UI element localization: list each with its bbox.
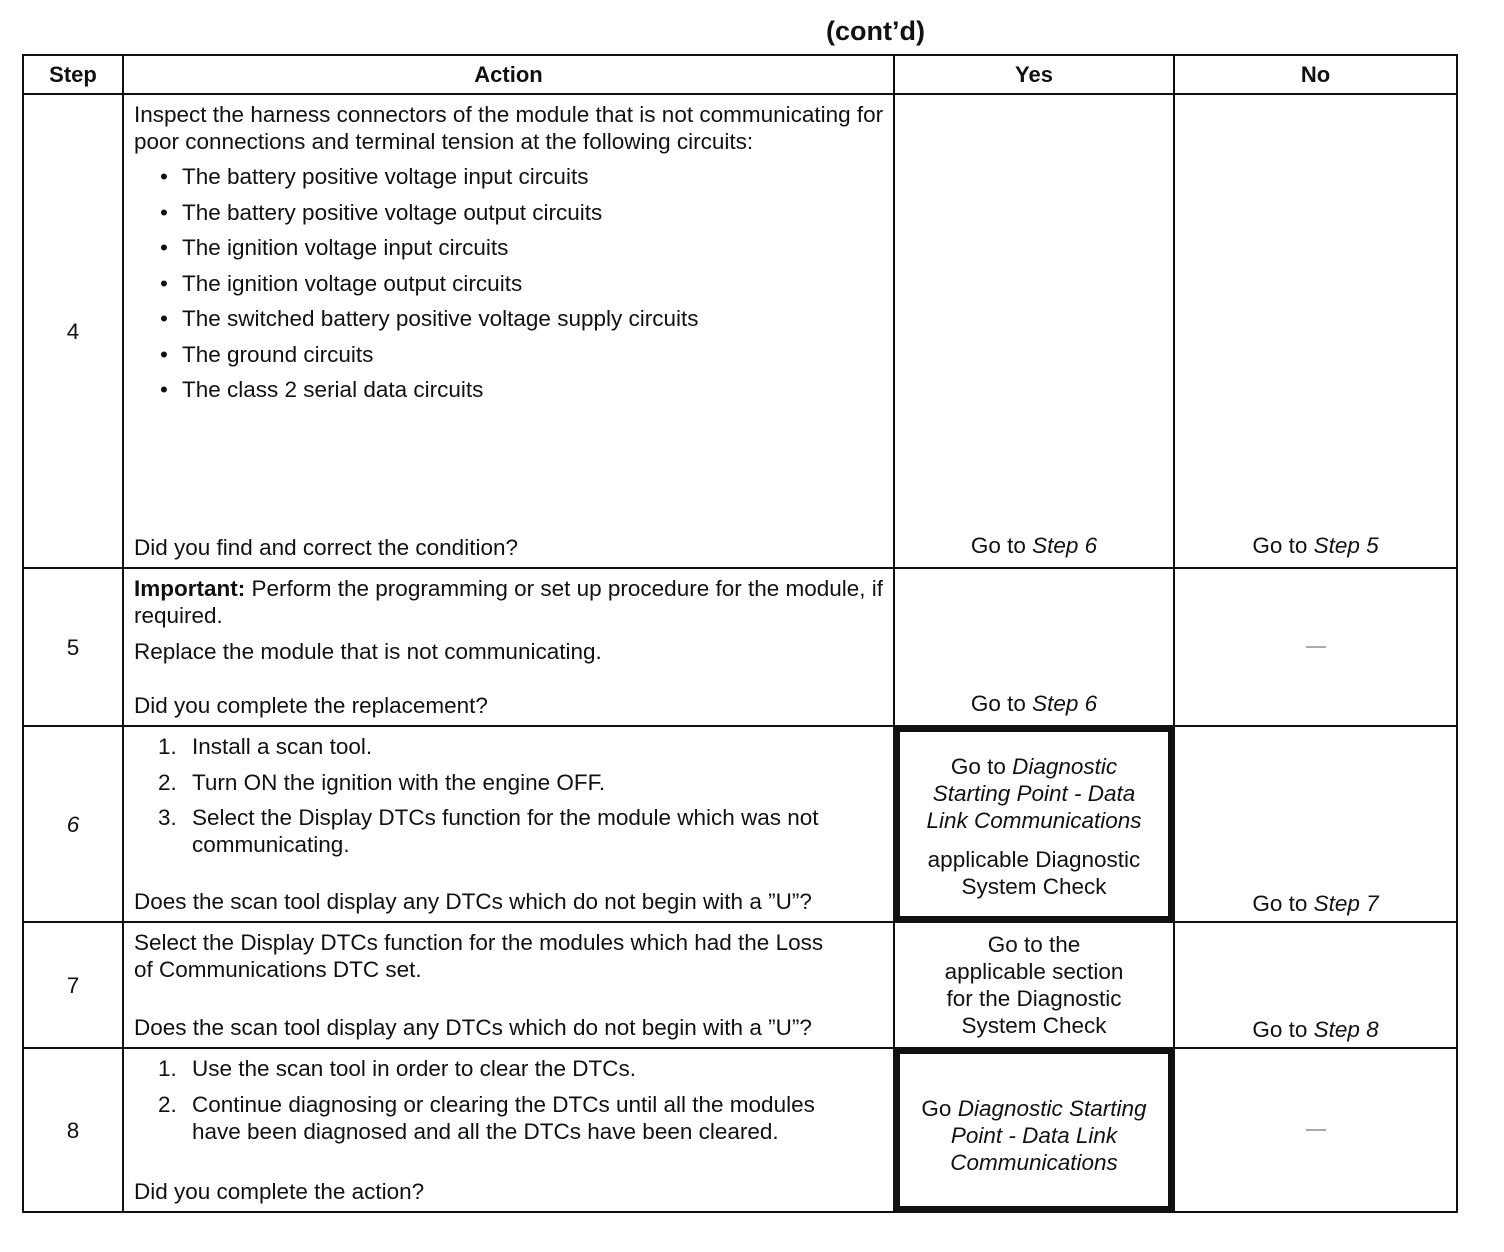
action-cell xyxy=(123,568,894,726)
procedure-list xyxy=(134,1055,885,1145)
header-yes: Yes xyxy=(894,55,1174,94)
step-number: 5 xyxy=(23,568,123,726)
list-item: • The ignition voltage output circuits xyxy=(160,270,885,297)
step-link: Step 7 xyxy=(1313,891,1379,916)
no-cell xyxy=(1174,726,1457,922)
no-result: Go to Step 8 xyxy=(1252,1017,1379,1042)
step-number: 8 xyxy=(23,1048,123,1212)
yes-result: Go to Step 6 xyxy=(970,691,1098,716)
list-item: • The battery positive voltage input circuits xyxy=(160,163,885,190)
list-item: • The ignition voltage input circuits xyxy=(160,234,885,261)
yes-cell xyxy=(894,568,1174,726)
no-result: Go to Step 7 xyxy=(1252,891,1379,916)
step-link: Step 8 xyxy=(1313,1017,1379,1042)
yes-cell xyxy=(894,1048,1174,1212)
no-dash xyxy=(1306,647,1326,648)
list-item: • The battery positive voltage output circuits xyxy=(160,199,885,226)
step-number: 6 xyxy=(23,726,123,922)
step-link: Step 5 xyxy=(1313,533,1379,558)
list-item: • The class 2 serial data circuits xyxy=(160,376,885,403)
list-item: 1. Use the scan tool in order to clear the DTCs. xyxy=(158,1056,636,1081)
action-text: Select the Display DTCs function for the modules which had the Loss of Communications DTC set. xyxy=(134,930,824,982)
action-cell xyxy=(123,94,894,568)
no-cell xyxy=(1174,94,1457,568)
table-row-step-8 xyxy=(23,1048,1457,1212)
diagnostic-table xyxy=(22,54,1458,1213)
list-item: • The ground circuits xyxy=(160,341,885,368)
yes-result-note: applicable Diagnostic System Check xyxy=(927,847,1141,899)
action-intro: Inspect the harness connectors of the module that is not communicating for poor connections and terminal tension at the following circuits: xyxy=(134,102,884,154)
yes-cell xyxy=(894,726,1174,922)
table-row-step-7 xyxy=(23,922,1457,1048)
table-row-step-4 xyxy=(23,94,1457,568)
action-cell xyxy=(123,922,894,1048)
header-no: No xyxy=(1174,55,1457,94)
step-number: 4 xyxy=(23,94,123,568)
yes-result: Go Diagnostic Starting Point - Data Link Communications xyxy=(921,1096,1147,1175)
continued-label: (cont’d) xyxy=(826,16,925,46)
action-cell xyxy=(123,726,894,922)
list-item: 3. Select the Display DTCs function for the module which was not communicating. xyxy=(158,805,819,857)
no-cell xyxy=(1174,568,1457,726)
header-row xyxy=(23,55,1457,94)
important-note: Important: Perform the programming or set up procedure for the module, if required. xyxy=(134,576,884,628)
list-item: 1. Install a scan tool. xyxy=(158,734,373,759)
table-row-step-5 xyxy=(23,568,1457,726)
yes-cell xyxy=(894,94,1174,568)
list-item: 2. Continue diagnosing or clearing the DTCs until all the modules have been diagnosed and all the DTCs have been cleared. xyxy=(158,1091,815,1144)
action-text: Replace the module that is not communicating. xyxy=(134,639,602,664)
yes-result: Go to Diagnostic Starting Point - Data Link Communications applicable Diagnostic System Check xyxy=(895,727,1173,900)
no-dash xyxy=(1306,1130,1326,1131)
list-item: 2. Turn ON the ignition with the engine OFF. xyxy=(158,769,606,795)
step-link: Step 6 xyxy=(1032,691,1098,716)
yes-result: Go to Step 6 xyxy=(970,533,1098,558)
header-step: Step xyxy=(23,55,123,94)
action-question: Did you find and correct the condition? xyxy=(134,535,518,560)
action-question: Does the scan tool display any DTCs which do not begin with a ”U”? xyxy=(134,1015,812,1040)
no-result: Go to Step 5 xyxy=(1252,533,1379,558)
table-row-step-6 xyxy=(23,726,1457,922)
action-question: Did you complete the replacement? xyxy=(134,693,488,718)
no-cell xyxy=(1174,1048,1457,1212)
list-item: • The switched battery positive voltage supply circuits xyxy=(160,305,885,332)
header-action: Action xyxy=(123,55,894,94)
yes-cell xyxy=(894,922,1174,1048)
action-question: Did you complete the action? xyxy=(134,1179,425,1204)
circuit-list xyxy=(134,163,885,403)
diagnostic-link: Diagnostic Starting Point - Data Link Communications xyxy=(926,754,1142,833)
procedure-list xyxy=(134,733,885,858)
yes-result: Go to the applicable section for the Diagnostic System Check xyxy=(944,932,1124,1038)
step-number: 7 xyxy=(23,922,123,1048)
diagnostic-link: Diagnostic Starting Point - Data Link Communications xyxy=(950,1096,1147,1175)
step-link: Step 6 xyxy=(1032,533,1098,558)
action-cell xyxy=(123,1048,894,1212)
no-cell xyxy=(1174,922,1457,1048)
action-question: Does the scan tool display any DTCs which do not begin with a ”U”? xyxy=(134,889,812,914)
